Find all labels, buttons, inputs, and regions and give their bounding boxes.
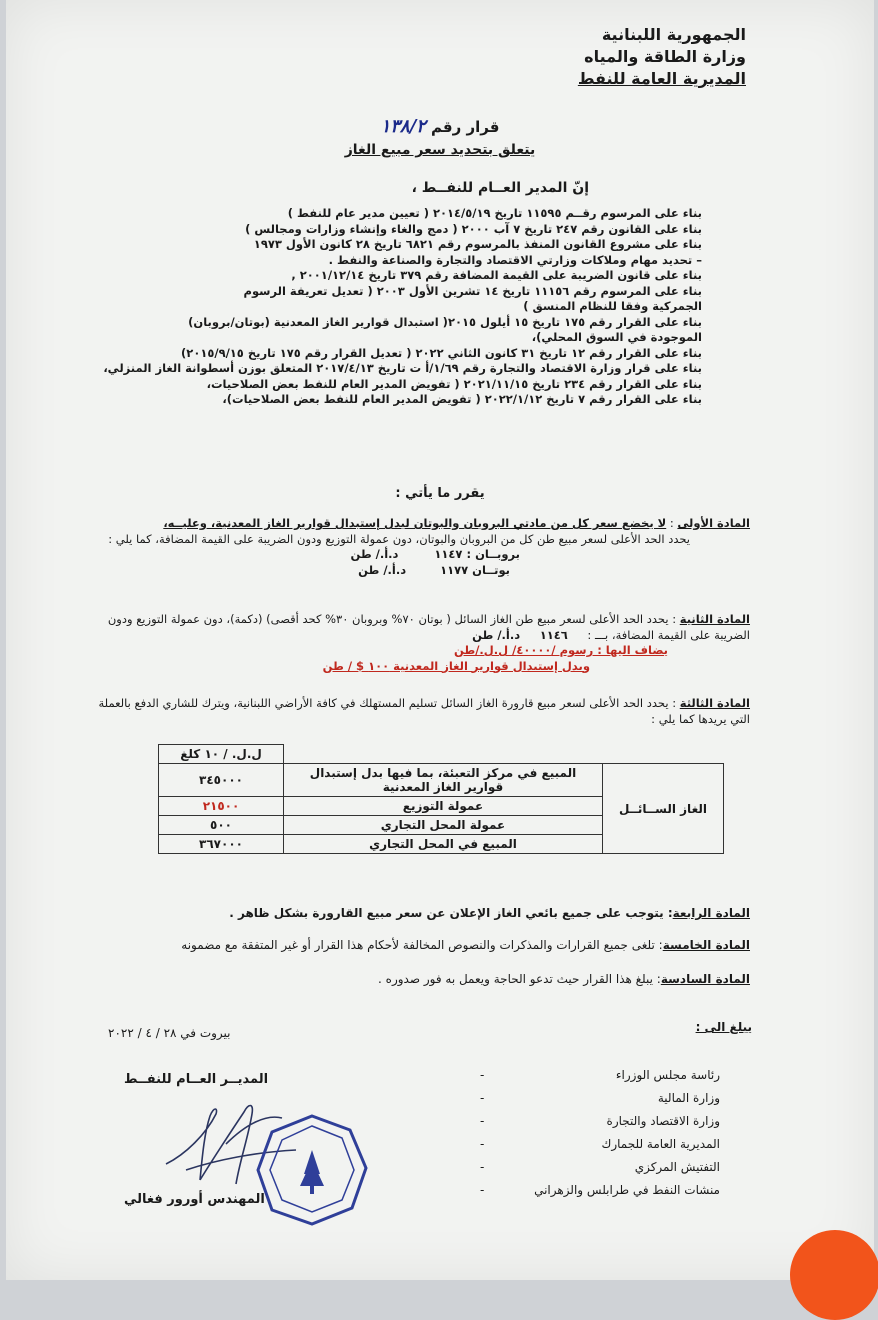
- article-4: المادة الرابعة: يتوجب على جميع بائعي الغاز الإعلان عن سعر مبيع القارورة بشكل ظاهر .: [229, 906, 750, 920]
- clause: – تحديد مهام وملاكات وزارتي الاقتصاد والتجارة والصناعة والنفط .: [328, 252, 702, 267]
- propane-unit: د.أ./ طن: [350, 547, 399, 561]
- price-table-value-handwritten: ٢١٥٠٠: [159, 797, 284, 816]
- article-2-label: المادة الثانية: [679, 612, 750, 626]
- clause: بناء على القرار رقم ١٧٥ تاريخ ١٥ أيلول ٢٠١٥( استبدال قوارير الغاز المعدنية (بوتان/بروبان): [188, 314, 702, 329]
- signatory-name: المهندس أورور فغالي: [124, 1192, 265, 1207]
- resolves-heading: يقرر ما يأتي :: [395, 486, 485, 501]
- clause: بناء على قرار وزارة الاقتصاد والتجارة رقم ١/٦٩/أ ت تاريخ ٢٠١٧/٤/١٣ المتعلق بوزن أسطوانة الغاز المنزلي،: [103, 361, 702, 375]
- lpg-price: ١١٤٦: [539, 627, 568, 642]
- article-2-text: يحدد الحد الأعلى لسعر مبيع طن الغاز السائل ( بوتان ٧٠% وبروبان ٣٠% كحد أقصى) (دكمة)، دون عمولة التوزيع ودون الضريبة على القيمة المضافة، بـــ :: [107, 612, 750, 642]
- lpg-unit: د.أ./ طن: [472, 627, 521, 642]
- butane-price: ١١٧٧: [440, 562, 469, 577]
- director-intro: إنّ المدير العــام للنفــط ،: [411, 180, 589, 196]
- clause: بناء على المرسوم رقم ١١١٥٦ تاريخ ١٤ تشرين الأول ٢٠٠٣ ( تعديل تعريفة الرسوم: [243, 283, 702, 298]
- recipient-item: - وزارة الاقتصاد والتجارة: [480, 1110, 720, 1133]
- article-2: المادة الثانية : يحدد الحد الأعلى لسعر مبيع طن الغاز السائل ( بوتان ٧٠% وبروبان ٣٠% كحد أقصى) (دكمة)، دون عمولة التوزيع ودون الضريبة على القيمة المضافة، بـــ : ١١٤٦ د.أ./ طن يضاف اليها : رسوم /٤٠٠٠٠/ ل.ل./طن وبدل إستبدال قوارير الغاز المعدنية ١٠٠ $ / طن: [78, 612, 750, 674]
- recipients-list: [480, 1064, 720, 1202]
- price-table-header: ل.ل. / ١٠ كلغ: [159, 745, 284, 764]
- decision-number: [6, 116, 874, 137]
- butane-unit: د.أ./ طن: [358, 562, 407, 577]
- article-6-label: المادة السادسة: [660, 972, 750, 986]
- article-5-label: المادة الخامسة: [662, 938, 750, 952]
- clause: بناء على القرار رقم ٢٣٤ تاريخ ٢٠٢١/١١/١٥ ( تفويض المدير العام للنفط بعض الصلاحيات،: [206, 376, 702, 391]
- article-1-heading: لا يخضع سعر كل من مادتي البروبان والبوتان لبدل إستبدال قوارير الغاز المعدنية، وعليــه،: [163, 516, 667, 530]
- clause: بناء على المرسوم رقــم ١١٥٩٥ تاريخ ٢٠١٤/٥/١٩ ( تعيين مدير عام للنفط ): [287, 206, 702, 220]
- clause: بناء على القرار رقم ٧ تاريخ ٢٠٢٢/١/١٢ ( تفويض المدير العام للنفط بعض الصلاحيات)،: [222, 392, 702, 406]
- document-page: [6, 0, 874, 1280]
- article-3-label: المادة الثالثة: [679, 696, 750, 710]
- corner-decoration: [790, 1230, 878, 1320]
- clause: بناء على القانون رقم ٢٤٧ تاريخ ٧ آب ٢٠٠٠ ( دمج والغاء وإنشاء وزارات ومجالس ): [245, 221, 702, 236]
- recipient-item: - رئاسة مجلس الوزراء: [480, 1064, 720, 1087]
- letterhead-ministry: وزارة الطاقة والمياه: [584, 47, 746, 66]
- clause: بناء على القرار رقم ١٢ تاريخ ٣١ كانون الثاني ٢٠٢٢ ( تعديل القرار رقم ١٧٥ تاريخ ٢٠١٥/٩/١٥): [181, 345, 702, 360]
- price-table-group: الغاز الســائــل: [603, 764, 724, 854]
- clause: بناء على قانون الضريبة على القيمة المضافة رقم ٣٧٩ تاريخ ٢٠٠١/١٢/١٤ ,: [291, 268, 702, 282]
- added-fees: يضاف اليها : رسوم /٤٠٠٠٠/ ل.ل./طن: [454, 643, 668, 657]
- article-1: المادة الأولى : لا يخضع سعر كل من مادتي البروبان والبوتان لبدل إستبدال قوارير الغاز المعدنية، وعليــه، يحدد الحد الأعلى لسعر مبيع طن كل من البروبان والبوتان، دون عمولة التوزيع ودون الضريبة على القيمة المضافة، كما يلي : بروبــان : ١١٤٧ د.أ./ طن بوتــان ١١٧٧ د.أ./ طن: [78, 516, 750, 578]
- notify-label: يبلغ الى :: [695, 1020, 752, 1034]
- issue-date: بيروت في ٢٨ / ٤ / ٢٠٢٢: [108, 1026, 231, 1040]
- letterhead-directorate: المديرية العامة للنفط: [577, 69, 746, 88]
- price-table-value: ٥٠٠: [159, 816, 284, 835]
- article-4-text: يتوجب على جميع بائعي الغاز الإعلان عن سعر مبيع القارورة بشكل ظاهر .: [229, 906, 664, 920]
- letterhead: [578, 24, 746, 90]
- propane-name: بروبــان: [475, 547, 520, 561]
- price-table-desc: عمولة التوزيع: [284, 797, 603, 816]
- recipient-item: - التفتيش المركزي: [480, 1156, 720, 1179]
- recipient-item: - منشات النفط في طرابلس والزهراني: [480, 1179, 720, 1202]
- decision-number-value: ١٣٨/٢: [380, 116, 426, 137]
- price-table-desc: المبيع في المحل التجاري: [284, 835, 603, 854]
- clause: الجمركية وفقا للنظام المنسق ): [523, 299, 702, 313]
- clause: الموجودة في السوق المحلي)،: [531, 330, 702, 344]
- recipient-item: - المديرية العامة للجمارك: [480, 1133, 720, 1156]
- signatory-title: المديــر العــام للنفــط: [124, 1072, 269, 1087]
- price-table-value: ٣٤٥٠٠٠: [159, 764, 284, 797]
- article-1-text: يحدد الحد الأعلى لسعر مبيع طن كل من البروبان والبوتان، دون عمولة التوزيع ودون الضريبة على القيمة المضافة، كما يلي :: [108, 531, 690, 546]
- replacement-fee: وبدل إستبدال قوارير الغاز المعدنية ١٠٠ $ / طن: [322, 658, 590, 673]
- propane-price: ١١٤٧: [434, 547, 463, 561]
- decision-number-label: قرار رقم: [431, 118, 500, 136]
- price-table: [158, 744, 724, 854]
- article-5: المادة الخامسة: تلغى جميع القرارات والمذكرات والنصوص المخالفة لأحكام هذا القرار أو غير المتفقة مع مضمونه: [181, 938, 750, 952]
- clause: بناء على مشروع القانون المنفذ بالمرسوم رقم ٦٨٢١ تاريخ ٢٨ كانون الأول ١٩٧٣: [253, 237, 702, 251]
- decision-subject: يتعلق بتحديد سعر مبيع الغاز: [344, 142, 536, 158]
- butane-name: بوتــان: [472, 562, 510, 577]
- article-4-label: المادة الرابعة: [672, 906, 750, 920]
- price-table-value: ٣٦٧٠٠٠: [159, 835, 284, 854]
- preamble-clauses: [62, 206, 702, 408]
- article-6: المادة السادسة: يبلغ هذا القرار حيث تدعو الحاجة ويعمل به فور صدوره .: [378, 972, 750, 986]
- article-3: المادة الثالثة : يحدد الحد الأعلى لسعر مبيع قارورة الغاز السائل تسليم المستهلك في كافة الأراضي اللبنانية، ويترك للشاري الدفع بالعملة التي يريدها كما يلي :: [98, 696, 750, 726]
- official-stamp: [254, 1112, 370, 1228]
- recipient-item: - وزارة المالية: [480, 1087, 720, 1110]
- article-3-text: يحدد الحد الأعلى لسعر مبيع قارورة الغاز السائل تسليم المستهلك في كافة الأراضي اللبنانية، ويترك للشاري الدفع بالعملة التي يريدها كما يلي :: [98, 696, 750, 726]
- article-1-label: المادة الأولى: [677, 516, 750, 530]
- price-table-desc: عمولة المحل التجاري: [284, 816, 603, 835]
- article-6-text: يبلغ هذا القرار حيث تدعو الحاجة ويعمل به فور صدوره .: [378, 972, 653, 986]
- price-table-desc: المبيع في مركز التعبئة، بما فيها بدل إستبدال قوارير الغاز المعدنية: [284, 764, 603, 797]
- letterhead-republic: الجمهورية اللبنانية: [601, 25, 746, 44]
- article-5-text: تلغى جميع القرارات والمذكرات والنصوص المخالفة لأحكام هذا القرار أو غير المتفقة مع مضمونه: [181, 938, 655, 952]
